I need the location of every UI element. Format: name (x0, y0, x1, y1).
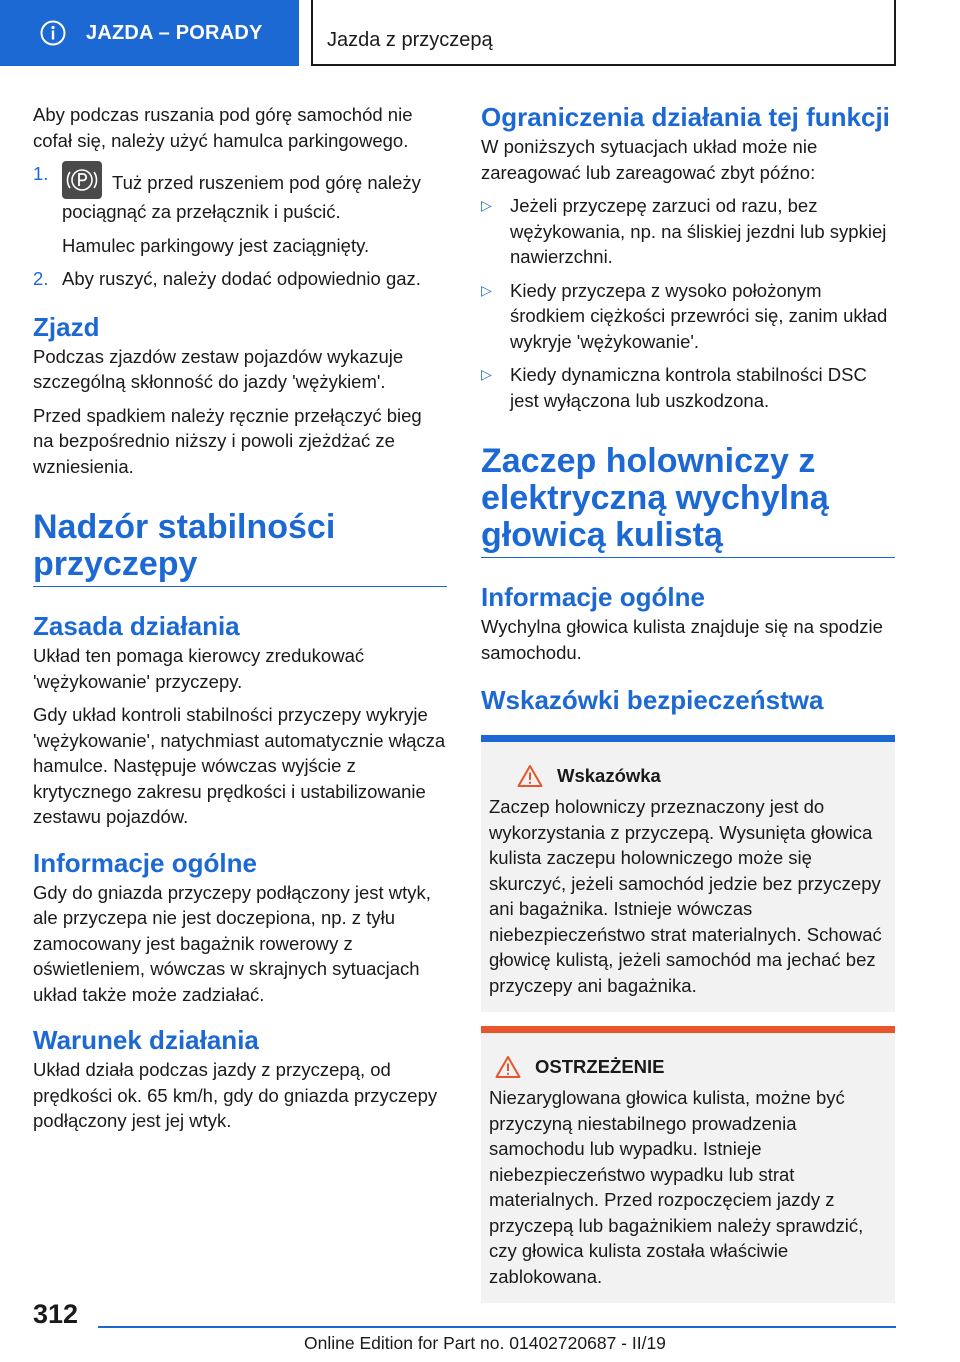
heading-safety: Wskazówki bezpieczeństwa (481, 685, 824, 715)
step-text: Tuż przed ruszeniem pod górę należy pociągnąć za przełącznik i puścić. (62, 172, 421, 222)
heading-info-general: Informacje ogólne (33, 847, 257, 878)
step-number: 1. (33, 163, 49, 184)
warning-triangle-icon (517, 764, 543, 788)
list-item-text: Jeżeli przyczepę zarzuci od razu, bez wężykowania, np. na śliskiej jezdni lub sypkiej nawierzchni. (510, 195, 887, 267)
triangle-bullet-icon: ▷ (481, 366, 492, 382)
heading-zasada: Zasada działania (33, 611, 240, 641)
heading-stability: Nadzór stabilności przyczepy (33, 509, 447, 587)
zasada-paragraph-1: Układ ten pomaga kierowcy zredukować 'wężykowanie' przyczepy. (33, 645, 365, 692)
warning-triangle-icon (495, 1055, 521, 1079)
list-item (481, 278, 895, 355)
list-item (481, 362, 895, 413)
hitch-info-paragraph: Wychylna głowica kulista znajduje się na spodzie samochodu. (481, 616, 883, 663)
parking-brake-switch-icon (62, 161, 102, 199)
right-column (481, 102, 895, 1303)
notice-header (489, 764, 887, 788)
section-header (311, 0, 896, 66)
heading-warunek: Warunek działania (33, 1025, 259, 1055)
section-title: Jazda z przyczepą (327, 29, 493, 51)
step-text: Aby ruszyć, należy dodać odpowiednio gaz. (62, 268, 421, 289)
step-item (33, 266, 447, 292)
edition-label: Online Edition for Part no. 01402720687 - II/19 (304, 1333, 666, 1353)
triangle-bullet-icon: ▷ (481, 197, 492, 213)
info-paragraph: Gdy do gniazda przyczepy podłączony jest wtyk, ale przyczepa nie jest doczepiona, np. z tyłu zamocowany jest bagażnik rowerowy z oświetleniem, wówczas w skrajnych sytuacjach układ także może zadziałać. (33, 881, 431, 1005)
warning-box (481, 1026, 895, 1303)
intro-paragraph: Aby podczas ruszania pod górę samochód nie cofał się, należy użyć hamulca parkingowego. (33, 104, 413, 151)
warning-header (489, 1055, 887, 1079)
step-number: 2. (33, 268, 49, 289)
page-number: 312 (33, 1299, 79, 1329)
footer-divider (98, 1326, 896, 1328)
step-item (33, 161, 447, 225)
heading-zjazd: Zjazd (33, 311, 100, 342)
warning-title: OSTRZEŻENIE (535, 1056, 665, 1077)
step-result: Hamulec parkingowy jest zaciągnięty. (62, 234, 370, 256)
limits-intro: W poniższych sytuacjach układ może nie zareagować lub zareagować zbyt późno: (481, 136, 818, 183)
heading-hitch-info: Informacje ogólne (481, 582, 705, 612)
notice-box (481, 735, 895, 1012)
notice-text: Zaczep holowniczy przeznaczony jest do wykorzystania z przyczepą. Wysunięta głowica kulista zaczepu holowniczego może się skurczyć, jeżeli samochód jedzie bez przyczepy ani bagażnika. Istnieje wówczas niebezpieczeństwo strat materialnych. Schować głowicę kulistą, jeżeli samochód ma jechać bez przyczepy ani bagażnika. (489, 796, 882, 996)
zjazd-paragraph-1: Podczas zjazdów zestaw pojazdów wykazuje szczególną skłonność do jazdy 'wężykiem'. (33, 345, 404, 392)
chapter-title: JAZDA – PORADY (86, 21, 263, 44)
list-item-text: Kiedy dynamiczna kontrola stabilności DSC jest wyłączona lub uszkodzona. (510, 364, 867, 411)
warning-text: Niezaryglowana głowica kulista, możne być przyczyną niestabilnego prowadzenia samochodu lub wypadku. Istnieje niebezpieczeństwo wypadku lub strat materialnych. Przed rozpoczęciem jazdy z przyczepą lub bagażnikiem należy sprawdzić, czy głowica kulista została właściwie zablokowana. (489, 1087, 864, 1287)
list-item (481, 193, 895, 270)
list-item-text: Kiedy przyczepa z wysoko położonym środkiem ciężkości przewróci się, zanim układ wykryje 'wężykowanie'. (510, 279, 888, 352)
info-icon (40, 20, 66, 46)
triangle-bullet-icon: ▷ (481, 281, 492, 298)
heading-limits: Ograniczenia działania tej funkcji (481, 102, 890, 132)
zasada-paragraph-2: Gdy układ kontroli stabilności przyczepy wykryje 'wężykowanie', natychmiast automatycznie włącza hamulce. Następuje wówczas wyjście z krytycznego zakresu prędkości i ustabilizowanie zestawu pojazdów. (33, 704, 446, 827)
notice-title: Wskazówka (557, 765, 661, 786)
heading-hitch: Zaczep holowniczy z elektryczną wychylną głowicą kulistą (481, 443, 895, 558)
chapter-tab[interactable] (0, 0, 299, 66)
warunek-paragraph: Układ działa podczas jazdy z przyczepą, od prędkości ok. 65 km/h, gdy do gniazda przyczepy podłączony jest jej wtyk. (33, 1059, 438, 1131)
zjazd-paragraph-2: Przed spadkiem należy ręcznie przełączyć bieg na bezpośrednio niższy i powoli zjeżdżać ze wzniesienia. (33, 404, 422, 477)
left-column (33, 102, 447, 1142)
